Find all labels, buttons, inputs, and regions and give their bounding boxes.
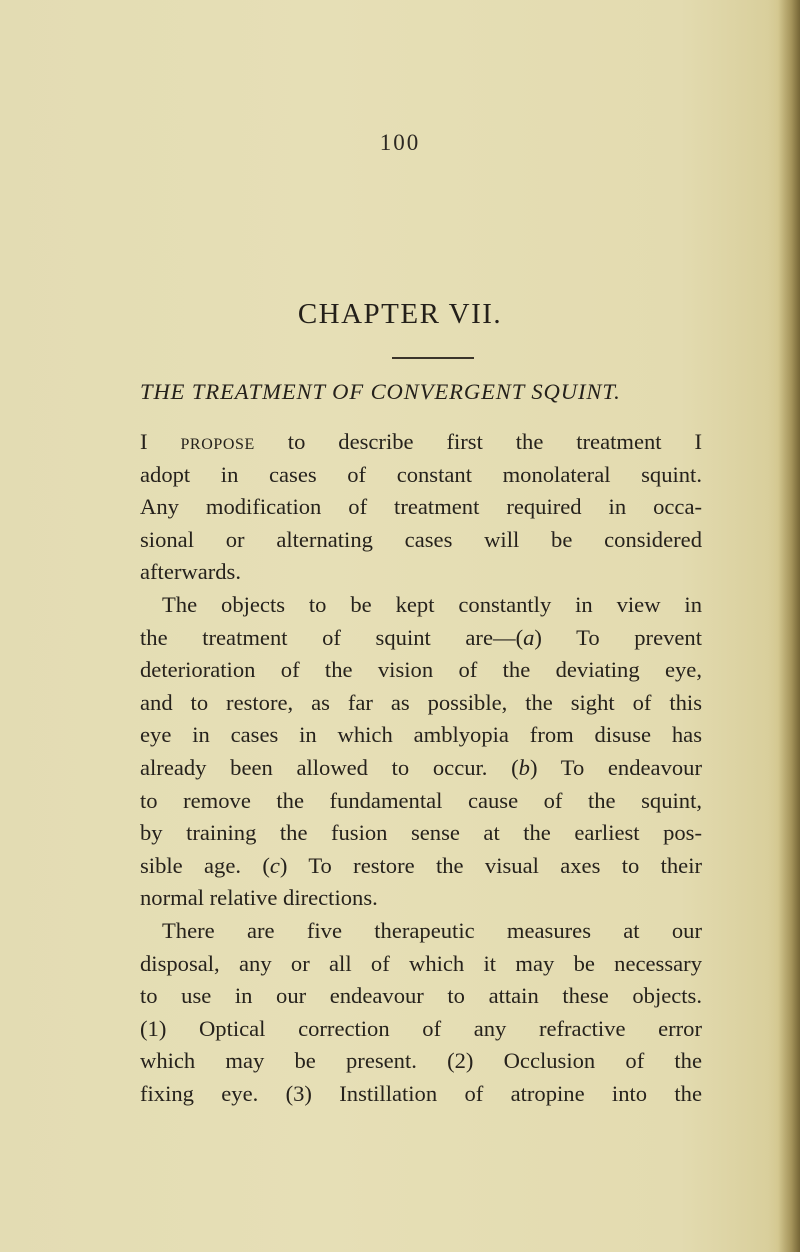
text-line: normal relative directions. <box>140 885 378 911</box>
chapter-title: CHAPTER VII. <box>297 298 503 330</box>
page-edge-shadow <box>778 0 800 1252</box>
text-line: eye in cases in which amblyopia from disuse has <box>140 722 702 748</box>
text-line: already been allowed to occur. (b) To endeavour <box>140 754 702 780</box>
text-line: and to restore, as far as possible, the sight of this <box>140 689 702 715</box>
text-line: (1) Optical correction of any refractive error <box>140 1015 702 1041</box>
page-number: 100 <box>379 130 421 155</box>
title-divider <box>392 357 474 359</box>
text-line: The objects to be kept constantly in view in <box>162 591 702 617</box>
section-title: THE TREATMENT OF CONVERGENT SQUINT. <box>140 379 621 404</box>
text-line: which may be present. (2) Occlusion of the <box>140 1048 702 1074</box>
text-line: adopt in cases of constant monolateral squint. <box>140 461 702 487</box>
text-line: to remove the fundamental cause of the squint, <box>140 787 702 813</box>
text-line: the treatment of squint are—(a) To prevent <box>140 624 703 650</box>
text-line: fixing eye. (3) Instillation of atropine into the <box>140 1080 702 1106</box>
text-line: by training the fusion sense at the earliest pos- <box>140 820 702 846</box>
text-line: deterioration of the vision of the deviating eye, <box>140 657 702 683</box>
text-line: sible age. (c) To restore the visual axes to their <box>140 852 702 878</box>
text-line: afterwards. <box>140 559 241 585</box>
body-text <box>140 426 702 1110</box>
text-line: There are five therapeutic measures at our <box>162 917 702 943</box>
text-line: I propose to describe first the treatment I <box>140 429 702 454</box>
text-line: to use in our endeavour to attain these objects. <box>140 983 702 1009</box>
text-line: Any modification of treatment required in occa- <box>140 494 702 520</box>
text-line: disposal, any or all of which it may be necessary <box>140 950 702 976</box>
text-line: sional or alternating cases will be considered <box>140 526 702 552</box>
